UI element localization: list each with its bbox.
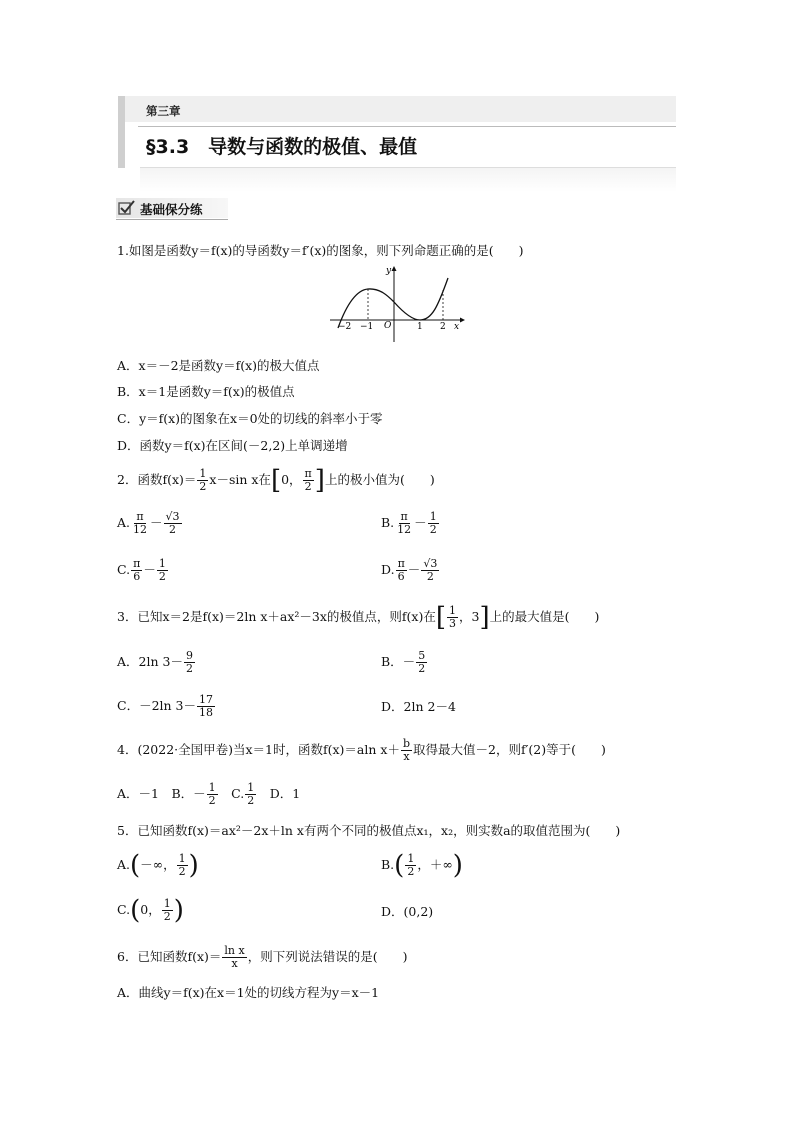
q2-option-c: C. $\frac{\pi}{6}$ － $\frac{1}{2}$ bbox=[117, 557, 166, 583]
x-axis-label: x bbox=[454, 322, 460, 332]
tick-label: 2 bbox=[440, 322, 446, 332]
q3-option-b: B．－ $\frac{5}{2}$ bbox=[381, 649, 426, 675]
header-accent-strip bbox=[118, 96, 125, 168]
q2-stem-part: 上的极小值为( ) bbox=[324, 472, 435, 487]
section-label: 基础保分练 bbox=[140, 202, 203, 217]
question-3-stem: 3．已知x＝2是f(x)＝2ln x＋ax²－3x的极值点，则f(x)在[ $\frac{1}{3}$ ，3]上的最大值是( ) bbox=[117, 602, 600, 633]
fraction: $\frac{1}{2}$ bbox=[199, 467, 207, 493]
q2-option-b: B. $\frac{\pi}{12}$ － $\frac{1}{2}$ bbox=[381, 510, 437, 536]
q5-option-d: D．(0,2) bbox=[381, 904, 434, 919]
q2-stem-part: 2．函数f(x)＝ bbox=[117, 472, 197, 487]
tick-label: 1 bbox=[417, 322, 423, 332]
derivative-graph bbox=[328, 262, 466, 344]
y-axis-label: y bbox=[386, 266, 392, 276]
q6-option-a: A．曲线y＝f(x)在x＝1处的切线方程为y＝x－1 bbox=[117, 985, 380, 1000]
chapter-header-bar bbox=[118, 96, 676, 122]
header-divider bbox=[138, 126, 676, 127]
tick-label: −2 bbox=[338, 322, 352, 332]
q3-option-c: C．－2ln 3－ $\frac{17}{18}$ bbox=[117, 693, 213, 719]
question-1-stem: 1.如图是函数y＝f(x)的导函数y＝f′(x)的图象，则下列命题正确的是( ) bbox=[117, 243, 524, 258]
question-6-stem: 6．已知函数f(x)＝ $\frac{\text{ln x}}{x}$ ，则下列说法错误的是( ) bbox=[117, 944, 408, 970]
q3-option-a: A．2ln 3－ $\frac{9}{2}$ bbox=[117, 649, 193, 675]
q4-options: A．－1 B．－ $\frac{1}{2}$ C. $\frac{1}{2}$ D．1 bbox=[117, 781, 301, 807]
origin-label: O bbox=[384, 321, 392, 331]
page-title: §3.3 导数与函数的极值、最值 bbox=[146, 136, 418, 158]
y-axis-arrow-icon bbox=[392, 266, 397, 271]
question-2-stem: 2．函数f(x)＝ $\frac{1}{2}$ x－sin x在[0， $\frac{\pi}{2}$ ]上的极小值为( ) bbox=[117, 465, 435, 496]
q3-option-d: D．2ln 2－4 bbox=[381, 699, 456, 714]
checkbox-check-icon bbox=[118, 200, 135, 215]
chapter-label: 第三章 bbox=[146, 104, 181, 118]
q5-option-c: C.(0， $\frac{1}{2}$ ) bbox=[117, 895, 184, 926]
q5-option-b: B.( $\frac{1}{2}$ ，＋∞) bbox=[381, 850, 463, 881]
section-underline bbox=[116, 219, 228, 220]
tick-label: −1 bbox=[360, 322, 374, 332]
header-shadow bbox=[140, 168, 676, 192]
q2-option-a: A. $\frac{\pi}{12}$ － $\frac{√3}{2}$ bbox=[117, 510, 180, 536]
x-axis-arrow-icon bbox=[460, 318, 465, 323]
fraction: $\frac{\pi}{2}$ bbox=[304, 467, 312, 493]
q1-option-a: A．x＝－2是函数y＝f(x)的极大值点 bbox=[117, 358, 320, 373]
q1-option-b: B．x＝1是函数y＝f(x)的极值点 bbox=[117, 384, 295, 399]
q5-option-a: A.(－∞， $\frac{1}{2}$ ) bbox=[117, 850, 199, 881]
question-5-stem: 5．已知函数f(x)＝ax²－2x＋ln x有两个不同的极值点x₁，x₂，则实数a的取值范围为( ) bbox=[117, 823, 621, 838]
q1-option-c: C．y＝f(x)的图象在x＝0处的切线的斜率小于零 bbox=[117, 411, 383, 426]
interval-left: 0， bbox=[281, 472, 302, 487]
question-4-stem: 4．(2022·全国甲卷)当x＝1时，函数f(x)＝aln x＋ $\frac{b}{x}$ 取得最大值－2，则f′(2)等于( ) bbox=[117, 737, 606, 763]
q2-option-d: D. $\frac{\pi}{6}$ － $\frac{√3}{2}$ bbox=[381, 557, 438, 583]
q2-stem-part: x－sin x在 bbox=[209, 472, 271, 487]
q1-option-d: D．函数y＝f(x)在区间(－2,2)上单调递增 bbox=[117, 438, 348, 453]
